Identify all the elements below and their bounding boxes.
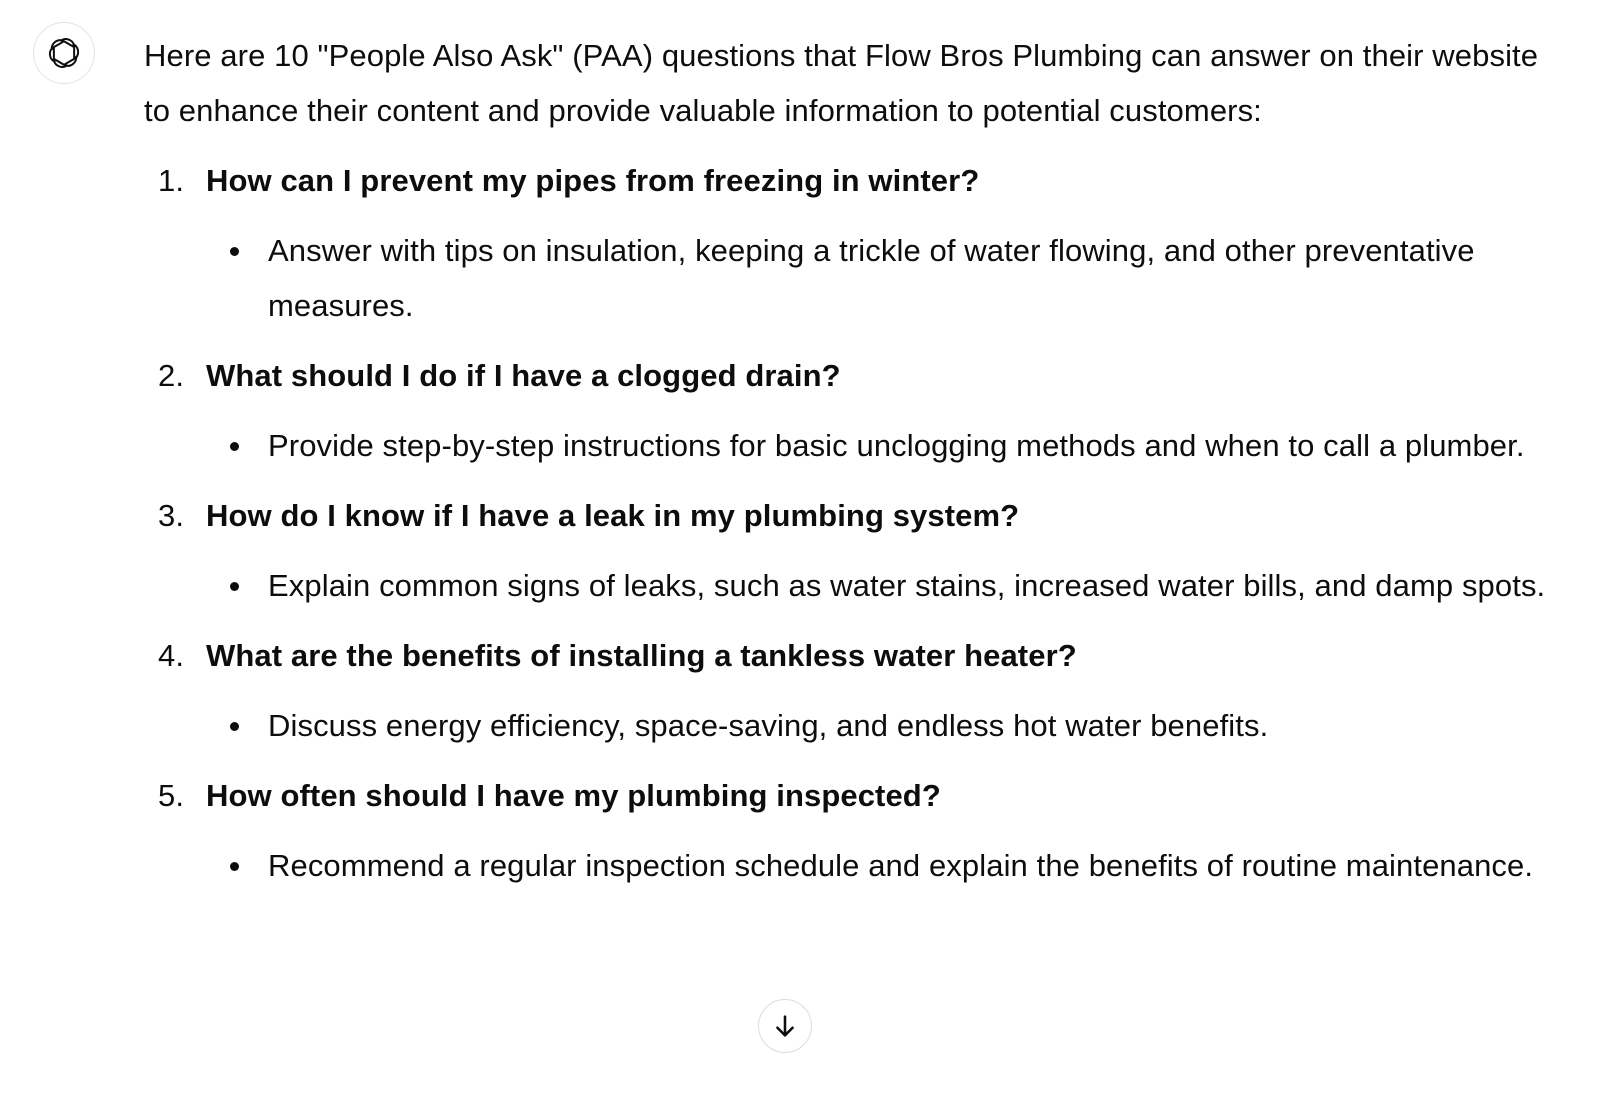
answer-text: Explain common signs of leaks, such as water stains, increased water bills, and damp spots.	[268, 568, 1546, 603]
answer-text: Provide step-by-step instructions for basic unclogging methods and when to call a plumber.	[268, 428, 1525, 463]
bullet-dot	[230, 862, 239, 871]
answer-item	[206, 223, 1564, 333]
paa-item	[144, 628, 1564, 753]
item-number: 2.	[158, 358, 185, 393]
assistant-message	[144, 28, 1564, 908]
message-intro: Here are 10 "People Also Ask" (PAA) questions that Flow Bros Plumbing can answer on their website to enhance their content and provide valuable information to potential customers:	[144, 38, 1539, 128]
paa-item	[144, 348, 1564, 473]
item-number: 1.	[158, 163, 185, 198]
scroll-to-bottom-button[interactable]	[758, 999, 812, 1053]
answer-item	[206, 698, 1564, 753]
answer-list	[206, 418, 1564, 473]
arrow-down-icon	[771, 1012, 799, 1040]
bullet-dot	[230, 442, 239, 451]
bullet-dot	[230, 722, 239, 731]
assistant-avatar	[33, 22, 95, 84]
paa-item	[144, 488, 1564, 613]
paa-question-list	[144, 153, 1564, 893]
paa-question: How can I prevent my pipes from freezing in winter?	[206, 163, 980, 198]
bullet-dot	[230, 582, 239, 591]
answer-item	[206, 418, 1564, 473]
answer-list	[206, 838, 1564, 893]
paa-item	[144, 768, 1564, 893]
answer-text: Recommend a regular inspection schedule and explain the benefits of routine maintenance.	[268, 848, 1534, 883]
paa-item	[144, 153, 1564, 333]
paa-question: How do I know if I have a leak in my plumbing system?	[206, 498, 1020, 533]
paa-question: How often should I have my plumbing inspected?	[206, 778, 941, 813]
answer-list	[206, 698, 1564, 753]
paa-question: What should I do if I have a clogged drain?	[206, 358, 841, 393]
answer-text: Discuss energy efficiency, space-saving, and endless hot water benefits.	[268, 708, 1269, 743]
answer-text: Answer with tips on insulation, keeping a trickle of water flowing, and other preventative measures.	[268, 233, 1475, 323]
answer-item	[206, 838, 1564, 893]
answer-list	[206, 223, 1564, 333]
answer-item	[206, 558, 1564, 613]
bullet-dot	[230, 247, 239, 256]
answer-list	[206, 558, 1564, 613]
openai-logo-icon	[45, 34, 83, 72]
item-number: 5.	[158, 778, 185, 813]
paa-question: What are the benefits of installing a tankless water heater?	[206, 638, 1077, 673]
item-number: 3.	[158, 498, 185, 533]
item-number: 4.	[158, 638, 185, 673]
